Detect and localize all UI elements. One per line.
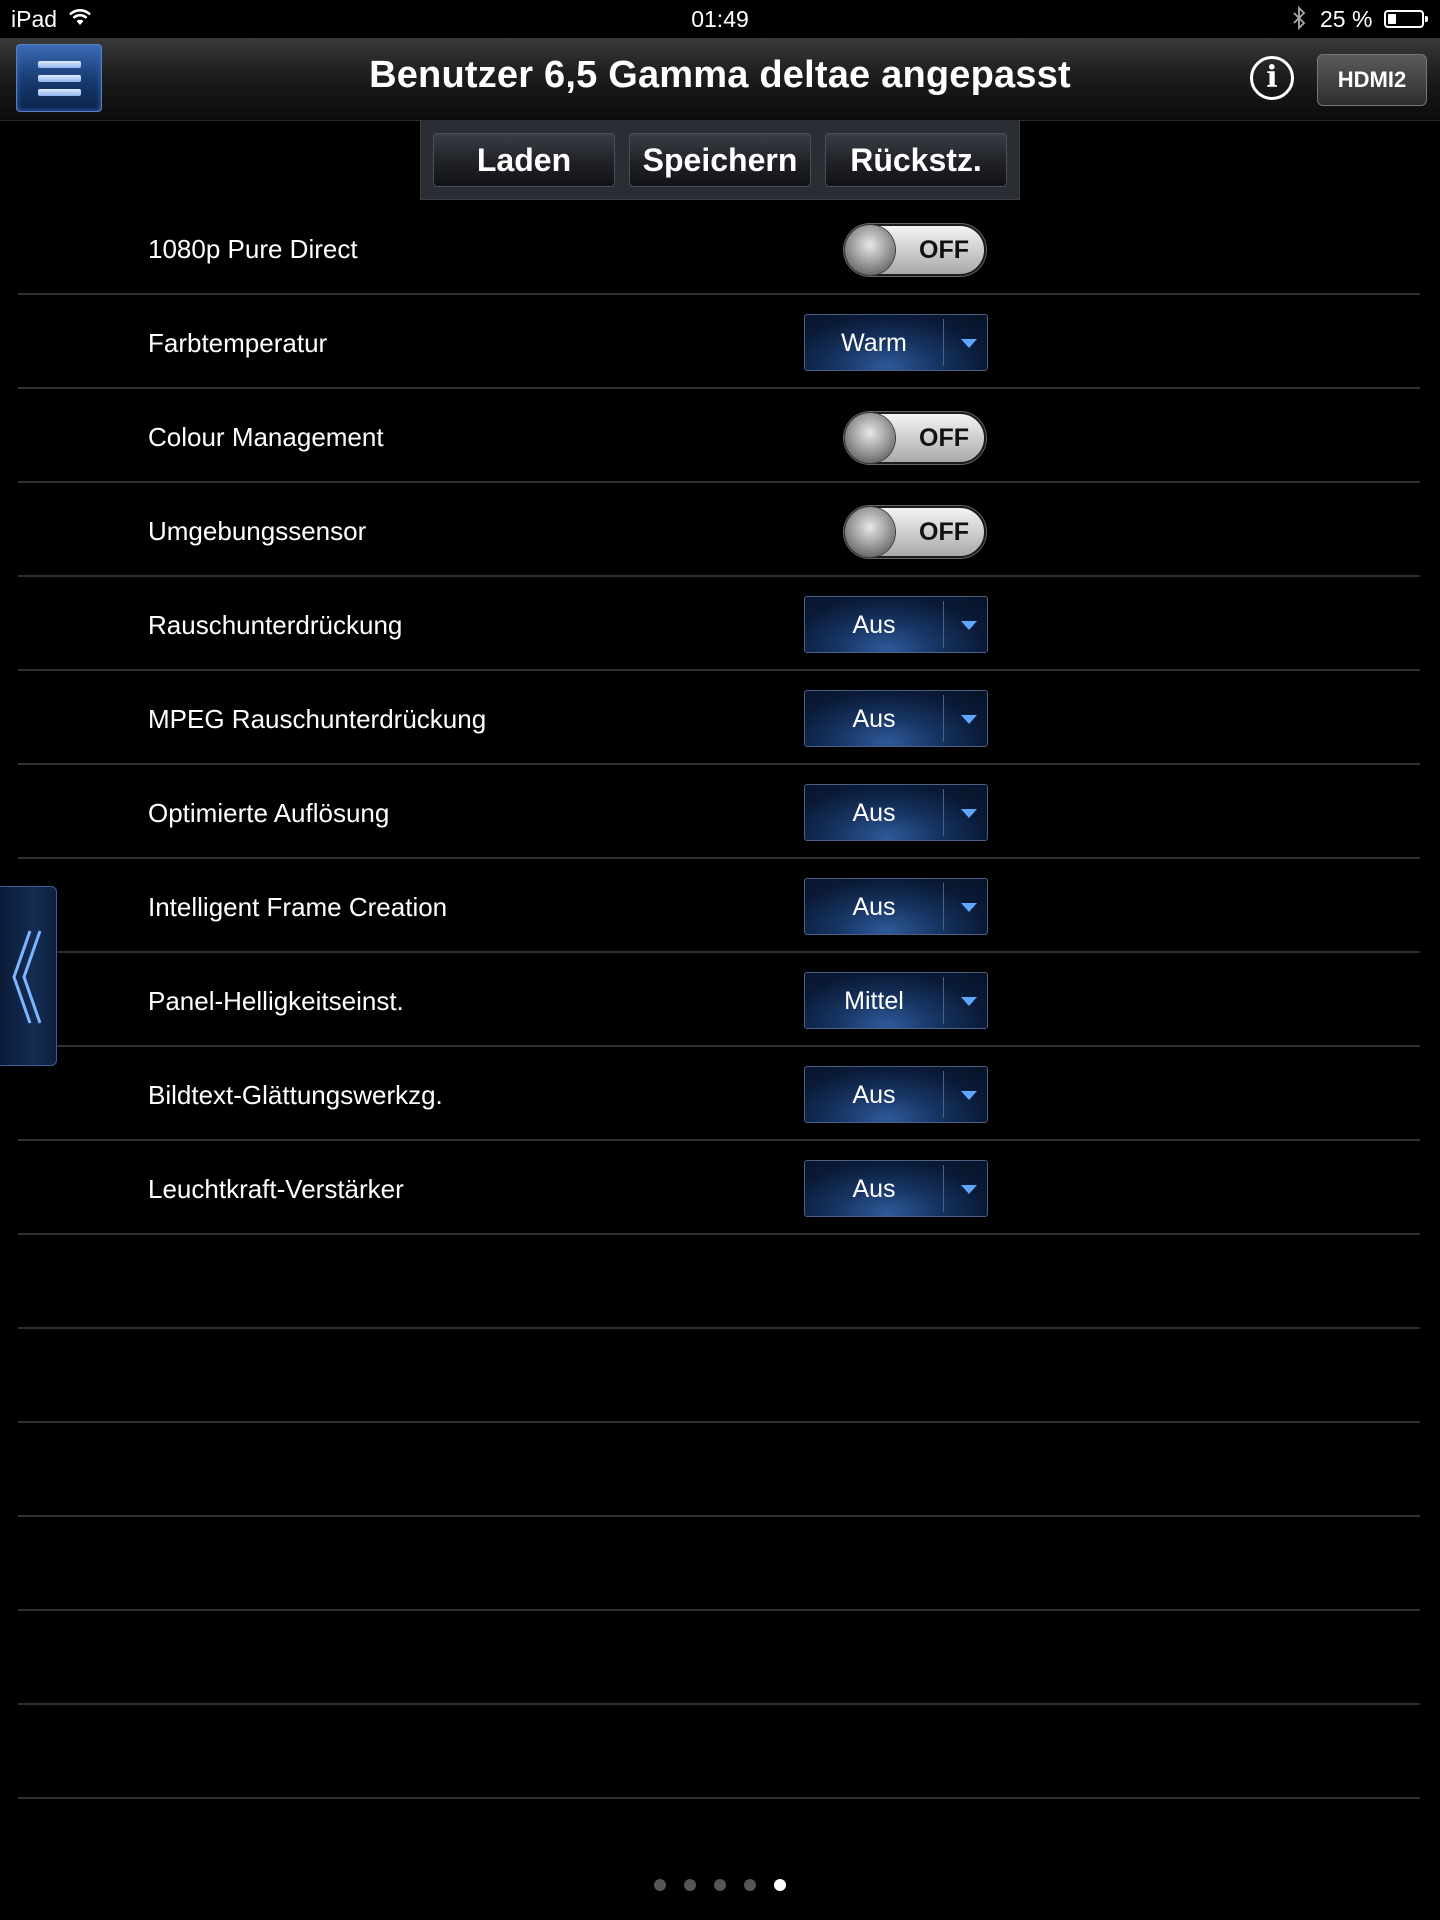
page-title: Benutzer 6,5 Gamma deltae angepasst [369,54,1071,96]
hamburger-menu-icon-bar [38,75,81,82]
setting-row-optimierte-aufloesung [18,766,1420,859]
setting-row-pure-direct [18,202,1420,295]
rauschunterdrueckung-dropdown[interactable] [804,596,988,653]
mpeg-rauschunterdrueckung-dropdown[interactable] [804,690,988,747]
setting-label: Bildtext-Glättungswerkzg. [148,1080,443,1110]
setting-row-leuchtkraft-verstaerker [18,1142,1420,1235]
setting-label: Optimierte Auflösung [148,798,390,828]
chevron-down-icon [961,715,977,724]
carrier-label: iPad [11,6,58,32]
empty-row [18,1518,1420,1611]
empty-row [18,1612,1420,1705]
chevron-down-icon [961,903,977,912]
setting-label: Umgebungssensor [148,516,367,546]
leuchtkraft-verstaerker-dropdown[interactable] [804,1160,988,1217]
intelligent-frame-creation-dropdown[interactable] [804,878,988,935]
farbtemperatur-dropdown[interactable] [804,314,988,371]
dropdown-divider [943,977,944,1024]
umgebungssensor-toggle[interactable] [844,506,986,558]
toggle-knob [845,507,895,557]
save-button[interactable]: Speichern [629,133,811,187]
page-dot[interactable] [714,1879,726,1891]
dropdown-divider [943,1165,944,1212]
empty-row [18,1330,1420,1423]
optimierte-aufloesung-dropdown[interactable] [804,784,988,841]
battery-icon [1384,10,1424,28]
status-time: 01:49 [691,6,749,32]
dropdown-divider [943,319,944,366]
battery-fill [1388,14,1396,24]
menu-button[interactable] [16,44,102,112]
toggle-state: OFF [919,424,969,452]
hamburger-menu-icon [38,61,81,68]
dropdown-divider [943,601,944,648]
page-dot-active[interactable] [774,1879,786,1891]
bildtext-glaettung-dropdown[interactable] [804,1066,988,1123]
toggle-knob [845,225,895,275]
setting-label: Panel-Helligkeitseinst. [148,986,404,1016]
dropdown-value: Aus [852,799,896,827]
bluetooth-icon [1292,6,1306,30]
page-dot[interactable] [744,1879,756,1891]
setting-label: MPEG Rauschunterdrückung [148,704,487,734]
battery-percent: 25 % [1320,6,1373,32]
setting-row-umgebungssensor [18,484,1420,577]
toggle-knob [845,413,895,463]
toggle-state: OFF [919,518,969,546]
chevron-down-icon [961,1185,977,1194]
double-chevron-left-icon [0,887,56,1067]
dropdown-value: Aus [852,1175,896,1203]
page-dot[interactable] [654,1879,666,1891]
status-bar [0,0,1440,38]
dropdown-divider [943,1071,944,1118]
setting-label: Rauschunterdrückung [148,610,403,640]
setting-label: Farbtemperatur [148,328,328,358]
setting-row-rauschunterdrueckung [18,578,1420,671]
empty-row [18,1424,1420,1517]
setting-row-panel-helligkeit [18,954,1420,1047]
dropdown-value: Aus [852,893,896,921]
page-dot[interactable] [684,1879,696,1891]
page-indicator[interactable] [0,1878,1440,1892]
side-panel-handle[interactable] [0,886,57,1066]
setting-label: Intelligent Frame Creation [148,892,448,922]
dropdown-value: Warm [841,329,907,357]
dropdown-value: Aus [852,611,896,639]
setting-row-farbtemperatur [18,296,1420,389]
setting-row-intelligent-frame-creation [18,860,1420,953]
preset-toolbar [420,120,1020,200]
dropdown-value: Aus [852,705,896,733]
reset-button[interactable]: Rückstz. [825,133,1007,187]
hamburger-menu-icon-bar [38,89,81,96]
colour-management-toggle[interactable] [844,412,986,464]
setting-label: 1080p Pure Direct [148,234,358,264]
empty-row [18,1706,1420,1799]
chevron-down-icon [961,339,977,348]
nav-bar [0,38,1440,121]
dropdown-divider [943,789,944,836]
chevron-down-icon [961,621,977,630]
setting-row-bildtext-glaettung [18,1048,1420,1141]
chevron-down-icon [961,809,977,818]
chevron-down-icon [961,997,977,1006]
empty-row [18,1236,1420,1329]
setting-label: Colour Management [148,422,384,452]
load-button[interactable]: Laden [433,133,615,187]
info-circle-icon[interactable]: i [1250,56,1294,100]
pure-direct-toggle[interactable] [844,224,986,276]
input-source-button[interactable]: HDMI2 [1317,54,1427,106]
dropdown-divider [943,695,944,742]
dropdown-value: Mittel [844,987,904,1015]
dropdown-divider [943,883,944,930]
toggle-state: OFF [919,236,969,264]
panel-helligkeit-dropdown[interactable] [804,972,988,1029]
setting-row-mpeg-rauschunterdrueckung [18,672,1420,765]
dropdown-value: Aus [852,1081,896,1109]
setting-label: Leuchtkraft-Verstärker [148,1174,404,1204]
chevron-down-icon [961,1091,977,1100]
setting-row-colour-management [18,390,1420,483]
